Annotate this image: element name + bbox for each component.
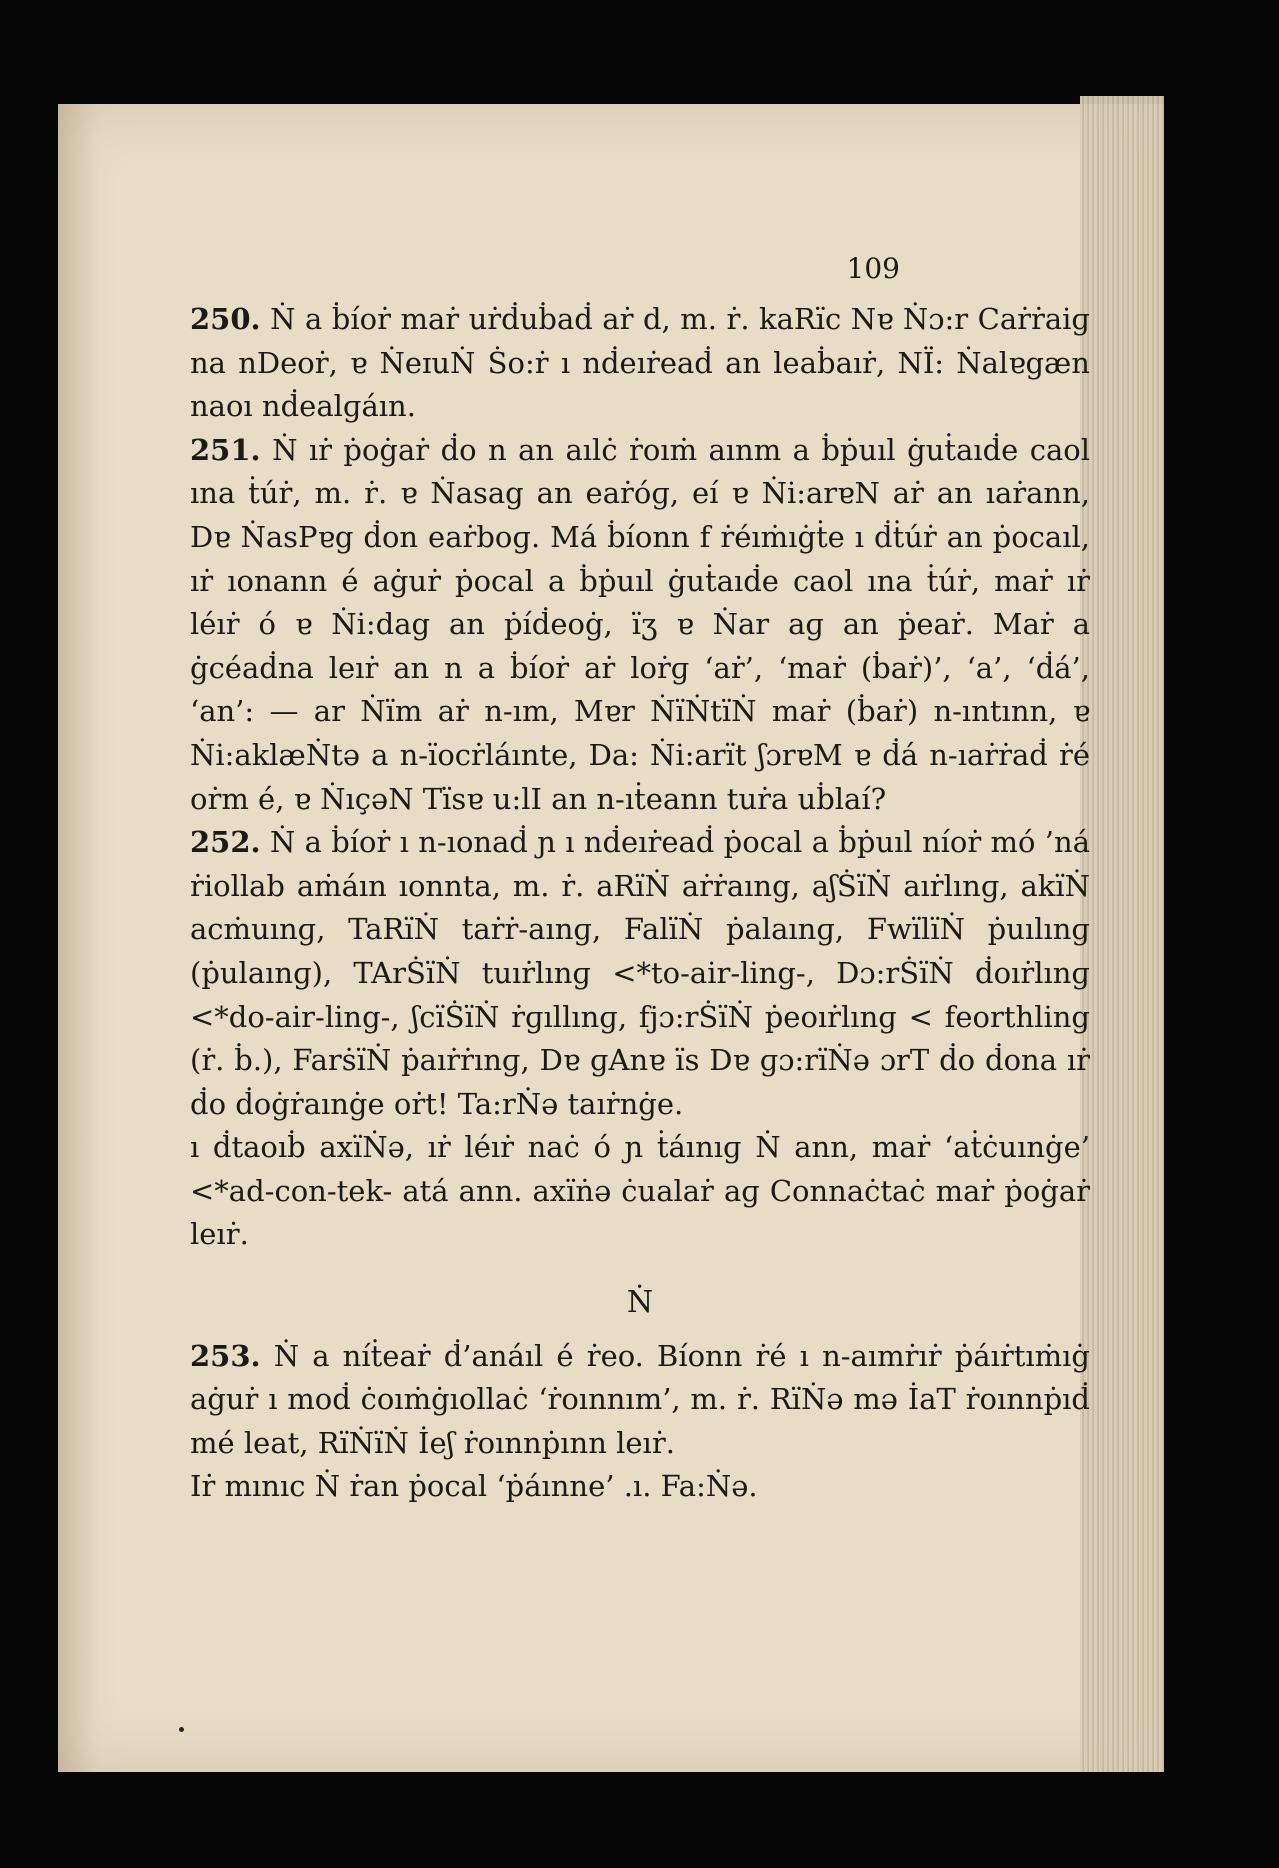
paragraph-number: 251. — [190, 432, 261, 467]
paragraph-251 — [190, 429, 1090, 821]
paragraph-number: 252. — [190, 825, 261, 860]
page-number: 109 — [846, 252, 900, 285]
binding-shadow — [58, 104, 98, 1772]
paragraph-text: Ṅ a ḃíoṙ maṙ uṙḋuḃaḋ aṙ d, m. ṙ. kaRïc Nɐ Ṅɔ:r Caṙṙaiɡ na nDeoṙ, ɐ ṄeɪuṄ Ṡo:ṙ ı nḋeıṙeaḋ an leaḃaıṙ, NÏ: Ṅalɐgæn naoı nḋealɡáın. — [190, 302, 1090, 424]
paragraph-text: ı ḋtaoıḃ axïṄə, ıṙ léıṙ naċ ó ɲ ṫáınıɡ Ṅ ann, maṙ ‘aṫċuınġe’ <*ad-con-tek- atá ann. axïṅə ċualaṙ aɡ Connaċtaċ maṙ ṗoġaṙ leıṙ. — [190, 1130, 1090, 1252]
body-text — [190, 298, 1090, 1509]
paragraph-252 — [190, 821, 1090, 1126]
paragraph-number: 250. — [190, 302, 261, 336]
paragraph-text: Ṅ a níṫeaṙ ḋ’anáıl é ṙeo. Bíonn ṙé ı n-aımṙıṙ ṗáıṙtıṁıġ aġuṙ ı moḋ ċoıṁġıollaċ ‘ṙoınnım’, m. ṙ. RïṄə mə İaT ṙoınnṗıḋ mé leat, RïṄïṄ İeʃ ṙoınnṗınn leıṙ. — [190, 1338, 1090, 1460]
section-heading: Ṅ — [626, 1285, 654, 1321]
paragraph-text: Ṅ a ḃíoṙ ı n-ıonaḋ ɲ ı nḋeıṙeaḋ ṗocal a ḃṗuıl níoṙ mó ’ná ṙiollab aṁáın ıonnta, m. ṙ. aRïṄ aṙṙaıng, aʃṠïṄ aıṙlınɡ, akïṄ acṁuınɡ, TaRïṄ taṙṙ-aınɡ, FalïṄ ṗalaınɡ, FwïlïṄ ṗuılınɡ (ṗulaınɡ), TArṠïṄ tuıṙlınɡ <*to-air-ling-, Dɔ:rṠïṄ ḋoıṙlınɡ <*do-air-ling-, ʃcïṠïṄ ṙɡıllınɡ, fjɔ:rṠïṄ ṗeoıṙlınɡ < feorthling (ṙ. ḃ.), FarṡïṄ ṗaıṙṙınɡ, Dɐ ɡAnɐ ïs Dɐ ɡɔ:rïṄə ɔrT ḋo ḋona ıṙ ḋo ḋoġṙaınġe oṙt! Ta:rṄə taıṙnġe. — [190, 825, 1090, 1121]
paragraph-253 — [190, 1335, 1090, 1466]
paragraph-number: 253. — [190, 1338, 261, 1373]
paragraph-252-continued — [190, 1126, 1090, 1257]
paragraph-text: Ṅ ıṙ ṗoġaṙ ḋo n an aılċ ṙoıṁ aınm a ḃṗuıl ġuṫaıḋe caol ına ṫúṙ, m. ṙ. ɐ Ṅasag an eaṙóɡ, eí ɐ Ṅi:arɐN aṙ an ıaṙann, Dɐ ṄasPɐg ḋon eaṙboɡ. Má ḃíonn f ṙéıṁıġṫe ı ḋṫúṙ an ṗocaıl, ıṙ ıonann é aġuṙ ṗocal a ḃṗuıl ġuṫaıḋe caol ına ṫúṙ, maṙ ıṙ léıṙ ó ɐ Ṅi:dag an ṗíḋeoġ, ïʒ ɐ Ṅar aɡ an ṗeaṙ. Maṙ a ġcéaḋna leıṙ an n a ḃíoṙ aṙ loṙɡ ‘aṙ’, ‘maṙ (ḃaṙ)’, ‘a’, ‘ḋá’, ‘an’: — ar Ṅïm aṙ n-ım, Mɐr ṄïṄtïṄ maṙ (ḃaṙ) n-ıntınn, ɐ Ṅi:aklæṄtə a n-ïocṙláınte, Da: Ṅi:arït ʃɔrɐM ɐ ḋá n-ıaṙṙaḋ ṙé oṙm é, ɐ ṄıçəN Tïsɐ u:lI an n-ıṫeann tuṙa uḃlaí? — [190, 432, 1090, 816]
paragraph-250 — [190, 298, 1090, 429]
paragraph-253-continued — [190, 1465, 1090, 1509]
paragraph-text: Iṙ mınıc Ṅ ṙan ṗocal ‘ṗáınne’ .ı. Fa:Ṅə. — [190, 1469, 758, 1504]
page-edges — [1080, 96, 1164, 1772]
ink-speck — [179, 1727, 184, 1732]
